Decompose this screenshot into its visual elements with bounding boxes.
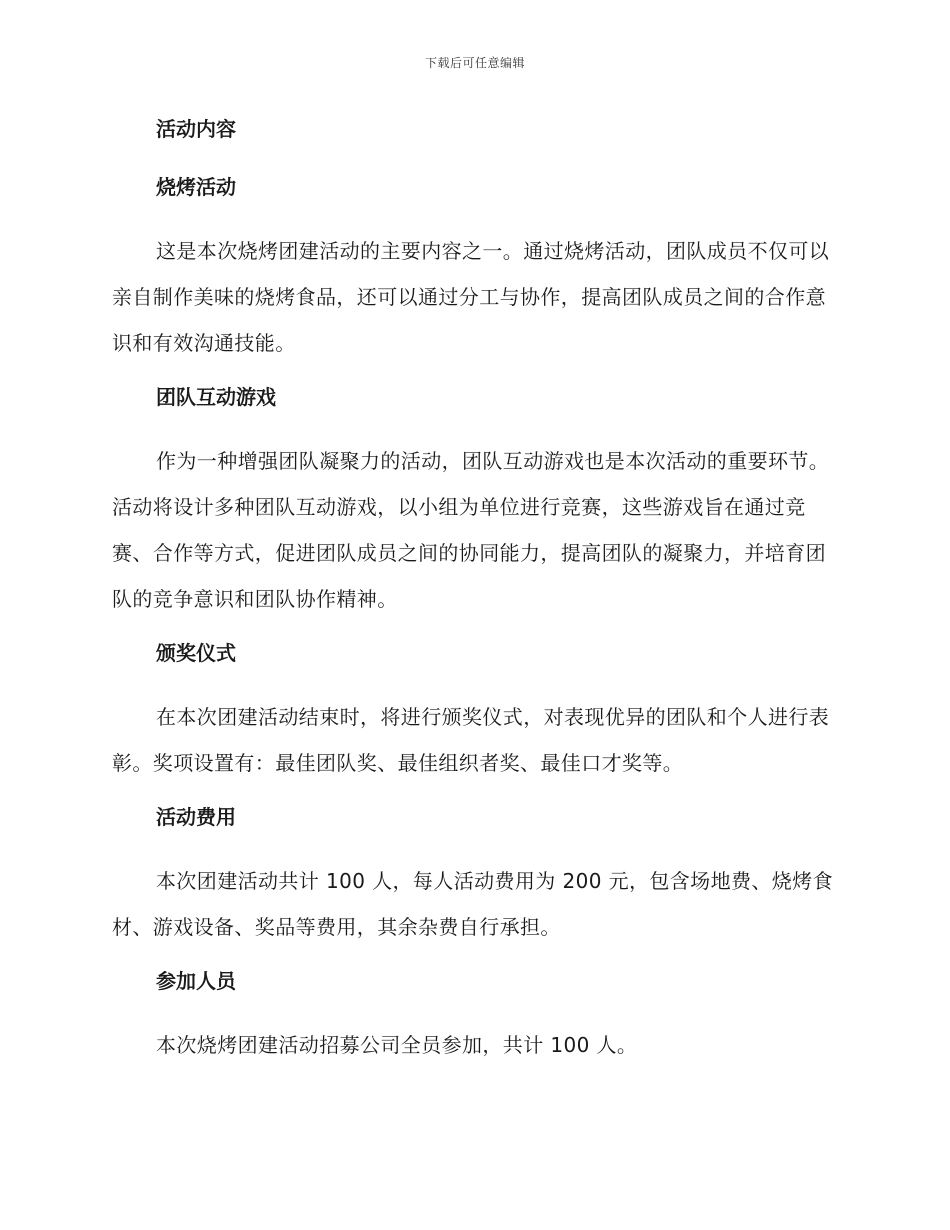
section-body-bbq: 这是本次烧烤团建活动的主要内容之一。通过烧烤活动，团队成员不仅可以亲自制作美味的烧烤食品，还可以通过分工与协作，提高团队成员之间的合作意识和有效沟通技能。 (112, 239, 830, 355)
section-heading-team-games: 团队互动游戏 (156, 385, 276, 409)
section-body-cost: 本次团建活动共计 100 人，每人活动费用为 200 元，包含场地费、烧烤食材、游戏设备、奖品等费用，其余杂费自行承担。 (112, 869, 833, 939)
section-heading-participants: 参加人员 (156, 969, 236, 993)
section-body-team-games: 作为一种增强团队凝聚力的活动，团队互动游戏也是本次活动的重要环节。活动将设计多种团队互动游戏，以小组为单位进行竞赛，这些游戏旨在通过竞赛、合作等方式，促进团队成员之间的协同能力，提高团队的凝聚力，并培育团队的竞争意识和团队协作精神。 (112, 449, 830, 611)
section-body-participants: 本次烧烤团建活动招募公司全员参加，共计 100 人。 (156, 1033, 638, 1057)
document-body (112, 112, 834, 1082)
section-heading-activity-content: 活动内容 (156, 117, 236, 141)
section-heading-awards: 颁奖仪式 (156, 641, 236, 665)
page-header-note: 下载后可任意编辑 (424, 56, 525, 70)
section-body-awards: 在本次团建活动结束时，将进行颁奖仪式，对表现优异的团队和个人进行表彰。奖项设置有：最佳团队奖、最佳组织者奖、最佳口才奖等。 (112, 705, 830, 775)
section-heading-cost: 活动费用 (156, 805, 236, 829)
section-heading-bbq: 烧烤活动 (156, 175, 236, 199)
